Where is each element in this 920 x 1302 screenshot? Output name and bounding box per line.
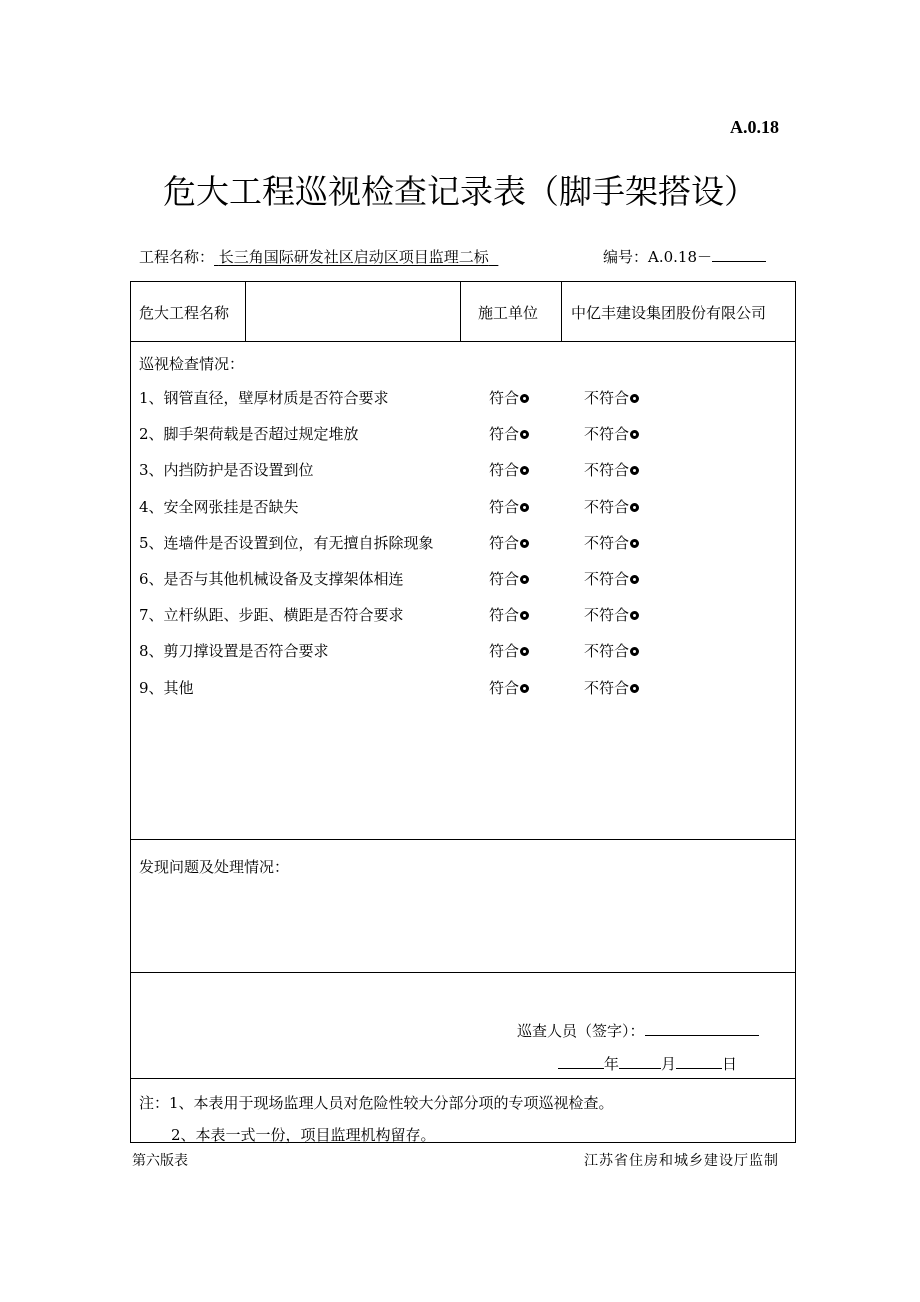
project-name-text: 长三角国际研发社区启动区项目监理二标 (218, 248, 489, 266)
conform-option[interactable] (489, 532, 529, 553)
radio-circle-icon[interactable] (630, 503, 639, 512)
nonconform-option[interactable] (584, 387, 639, 408)
footer-edition: 第六版表 (132, 1153, 188, 1169)
nonconform-label: 不符合 (584, 678, 630, 697)
radio-circle-icon[interactable] (520, 684, 529, 693)
radio-circle-icon[interactable] (520, 575, 529, 584)
number-label: 编号：A.0.18－ (603, 248, 712, 266)
nonconform-label: 不符合 (584, 570, 630, 588)
nonconform-option[interactable] (584, 604, 639, 625)
item-text: 8、剪刀撑设置是否符合要求 (139, 642, 329, 661)
item-text: 5、连墙件是否设置到位，有无擅自拆除现象 (139, 533, 434, 552)
date-line (558, 1053, 737, 1074)
conform-label: 符合 (489, 678, 520, 697)
list-item (131, 459, 797, 481)
project-name (214, 248, 498, 266)
unit-label: 施工单位 (478, 304, 539, 322)
conform-option[interactable] (489, 604, 529, 625)
divider (561, 282, 562, 342)
name-value[interactable] (249, 302, 454, 324)
year-field[interactable] (558, 1054, 604, 1069)
item-text: 1、钢管直径，壁厚材质是否符合要求 (139, 389, 389, 407)
number-line (603, 246, 766, 267)
issues-heading: 发现问题及处理情况： (139, 858, 290, 876)
divider (131, 839, 795, 840)
radio-circle-icon[interactable] (630, 466, 639, 475)
radio-circle-icon[interactable] (520, 539, 529, 548)
project-line (139, 246, 498, 267)
radio-circle-icon[interactable] (520, 466, 529, 475)
nonconform-label: 不符合 (584, 497, 630, 516)
item-text: 2、脚手架荷载是否超过规定堆放 (139, 425, 359, 444)
project-label: 工程名称： (139, 248, 215, 266)
divider (131, 1078, 795, 1079)
list-item (131, 423, 797, 445)
nonconform-option[interactable] (584, 496, 639, 517)
nonconform-option[interactable] (584, 459, 639, 480)
day-label: 日 (722, 1055, 738, 1073)
note-1: 注：1、本表用于现场监理人员对危险性较大分部分项的专项巡视检查。 (139, 1094, 614, 1112)
item-text: 7、立杆纵距、步距、横距是否符合要求 (139, 606, 404, 625)
form-code: A.0.18 (730, 117, 779, 137)
nonconform-label: 不符合 (584, 389, 630, 407)
list-item (131, 604, 797, 626)
conform-option[interactable] (489, 496, 529, 517)
radio-circle-icon[interactable] (520, 503, 529, 512)
radio-circle-icon[interactable] (630, 611, 639, 620)
divider (131, 341, 795, 342)
inspector-line (517, 1020, 759, 1041)
radio-circle-icon[interactable] (630, 647, 639, 656)
page-title: 危大工程巡视检查记录表（脚手架搭设） (163, 172, 757, 211)
conform-label: 符合 (489, 389, 520, 407)
radio-circle-icon[interactable] (520, 394, 529, 403)
radio-circle-icon[interactable] (520, 647, 529, 656)
nonconform-label: 不符合 (584, 606, 630, 625)
list-item (131, 387, 797, 409)
signature-field[interactable] (645, 1021, 759, 1036)
conform-label: 符合 (489, 425, 520, 444)
divider (245, 282, 246, 342)
unit-value: 中亿丰建设集团股份有限公司 (571, 304, 767, 322)
list-item (131, 496, 797, 518)
radio-circle-icon[interactable] (630, 394, 639, 403)
list-item (131, 532, 797, 554)
nonconform-option[interactable] (584, 640, 639, 661)
radio-circle-icon[interactable] (630, 430, 639, 439)
conform-option[interactable] (489, 387, 529, 408)
divider (460, 282, 461, 342)
nonconform-label: 不符合 (584, 461, 630, 480)
nonconform-option[interactable] (584, 677, 639, 698)
nonconform-option[interactable] (584, 568, 639, 589)
item-text: 3、内挡防护是否设置到位 (139, 461, 314, 480)
record-table (130, 281, 796, 1143)
nonconform-label: 不符合 (584, 425, 630, 444)
inspector-label: 巡查人员（签字）： (517, 1022, 645, 1040)
radio-circle-icon[interactable] (630, 684, 639, 693)
conform-label: 符合 (489, 497, 520, 516)
inspection-heading: 巡视检查情况： (139, 355, 245, 373)
note-2: 2、本表一式一份，项目监理机构留存。 (171, 1126, 436, 1144)
number-blank[interactable] (712, 247, 766, 262)
conform-option[interactable] (489, 423, 529, 444)
radio-circle-icon[interactable] (630, 539, 639, 548)
conform-option[interactable] (489, 568, 529, 589)
list-item (131, 640, 797, 662)
month-field[interactable] (619, 1054, 661, 1069)
divider (131, 972, 795, 973)
nonconform-label: 不符合 (584, 533, 630, 552)
list-item (131, 568, 797, 590)
day-field[interactable] (676, 1054, 722, 1069)
conform-option[interactable] (489, 640, 529, 661)
item-text: 4、安全网张挂是否缺失 (139, 497, 299, 516)
conform-option[interactable] (489, 459, 529, 480)
radio-circle-icon[interactable] (630, 575, 639, 584)
item-text: 6、是否与其他机械设备及支撑架体相连 (139, 570, 404, 588)
conform-label: 符合 (489, 606, 520, 625)
radio-circle-icon[interactable] (520, 611, 529, 620)
conform-label: 符合 (489, 533, 520, 552)
list-item (131, 677, 797, 699)
item-text: 9、其他 (139, 678, 194, 697)
nonconform-option[interactable] (584, 532, 639, 553)
radio-circle-icon[interactable] (520, 430, 529, 439)
name-label: 危大工程名称 (139, 304, 230, 322)
year-label: 年 (604, 1055, 620, 1073)
month-label: 月 (661, 1055, 677, 1073)
conform-label: 符合 (489, 642, 520, 661)
nonconform-label: 不符合 (584, 642, 630, 661)
conform-label: 符合 (489, 461, 520, 480)
nonconform-option[interactable] (584, 423, 639, 444)
footer-issuer: 江苏省住房和城乡建设厅监制 (584, 1153, 779, 1169)
conform-label: 符合 (489, 570, 520, 588)
conform-option[interactable] (489, 677, 529, 698)
